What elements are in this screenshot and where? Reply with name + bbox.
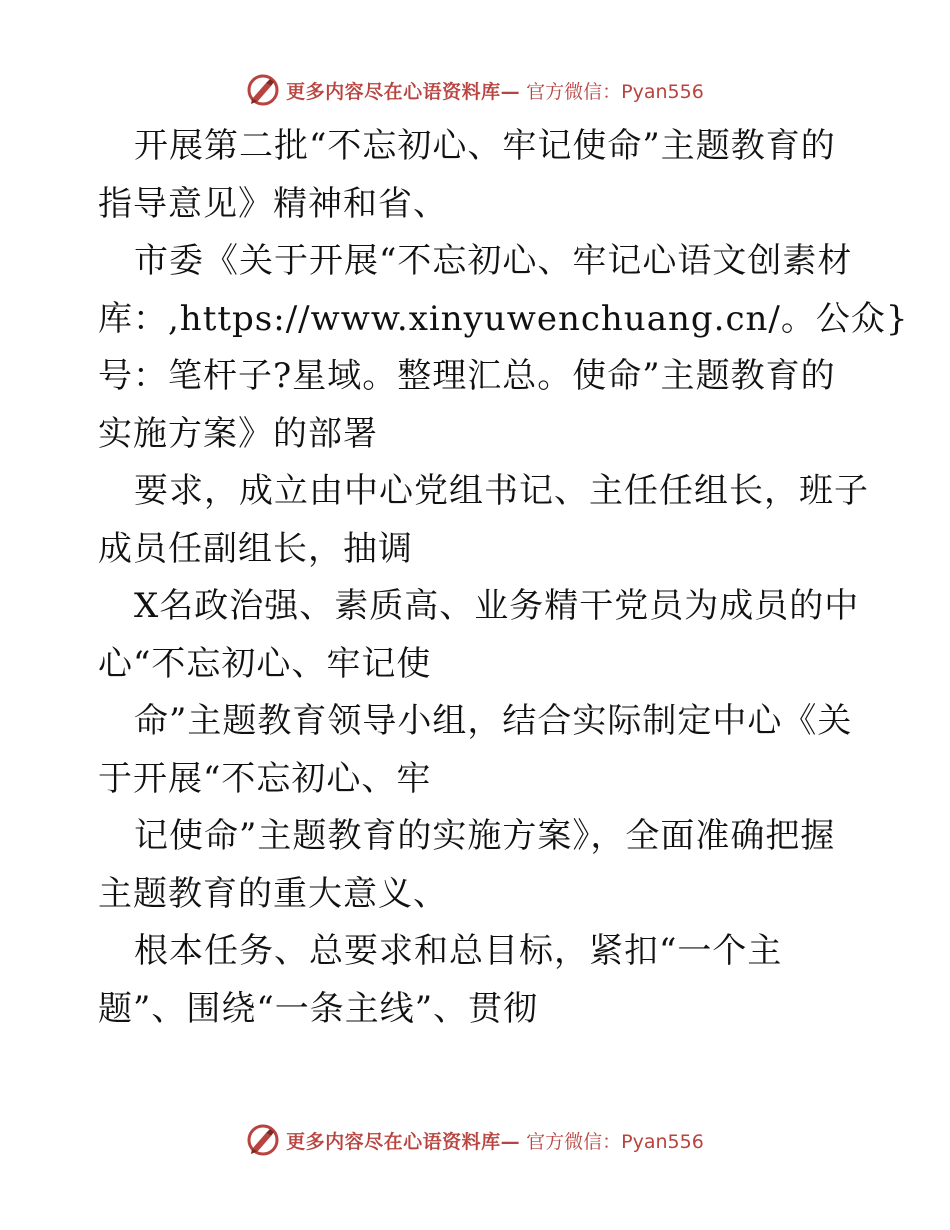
footer-banner bbox=[0, 1120, 950, 1160]
body-line: 记使命”主题教育的实施方案》，全面准确把握 bbox=[134, 816, 836, 856]
pen-logo-icon bbox=[246, 73, 280, 107]
banner-wechat-text: 官方微信：Pyan556 bbox=[526, 80, 704, 103]
body-line: 库：,https://www.xinyuwenchuang.cn/。公众} bbox=[98, 298, 909, 339]
body-line: 实施方案》的部署 bbox=[98, 413, 378, 454]
banner-site-text: 更多内容尽在心语资料库— bbox=[286, 80, 521, 103]
body-line: 指导意见》精神和省、 bbox=[98, 183, 448, 224]
body-line: 市委《关于开展“不忘初心、牢记心语文创素材 bbox=[134, 241, 853, 281]
banner-site-text: 更多内容尽在心语资料库— bbox=[286, 1130, 521, 1153]
body-line: 题”、围绕“一条主线”、贯彻 bbox=[98, 988, 539, 1029]
banner-wechat-text: 官方微信：Pyan556 bbox=[526, 1130, 704, 1153]
body-line: 心“不忘初心、牢记使 bbox=[98, 643, 432, 684]
body-line: 根本任务、总要求和总目标，紧扣“一个主 bbox=[134, 931, 783, 971]
body-line: 成员任副组长，抽调 bbox=[98, 528, 413, 569]
body-line: 主题教育的重大意义、 bbox=[98, 873, 448, 914]
body-line: X名政治强、素质高、业务精干党员为成员的中 bbox=[134, 586, 860, 626]
document-body bbox=[98, 118, 909, 1038]
body-line: 号：笔杆子?星域。整理汇总。使命”主题教育的 bbox=[98, 356, 836, 396]
header-banner bbox=[0, 70, 950, 110]
body-line: 要求，成立由中心党组书记、主任任组长，班子 bbox=[134, 471, 869, 511]
pen-logo-icon bbox=[246, 1123, 280, 1157]
body-line: 开展第二批“不忘初心、牢记使命”主题教育的 bbox=[134, 126, 836, 166]
body-line: 于开展“不忘初心、牢 bbox=[98, 758, 432, 799]
body-line: 命”主题教育领导小组，结合实际制定中心《关 bbox=[134, 701, 853, 741]
